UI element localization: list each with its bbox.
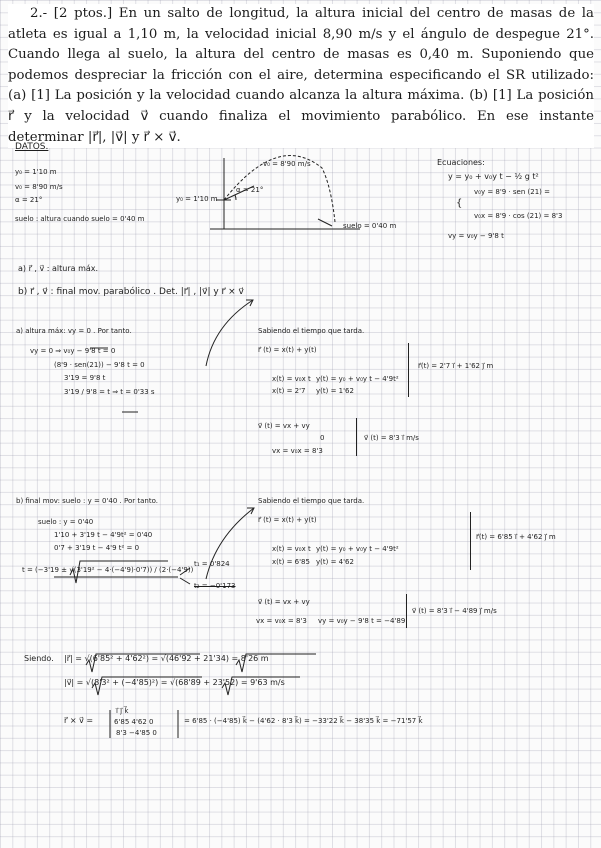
part-a-r4: x(t) = 2'7	[272, 387, 306, 395]
part-a-v-result: v⃗ (t) = 8'3 i⃗ m/s	[364, 434, 419, 442]
matrix-row-1: i⃗ j⃗ k⃗	[116, 707, 129, 715]
part-a-r1: r⃗ (t) = x(t) + y(t)	[258, 346, 317, 354]
part-b-line0: suelo : y = 0'40	[38, 518, 94, 526]
question-a: a) r⃗ , v⃗ : altura máx.	[18, 264, 99, 273]
part-b-v-result: v⃗ (t) = 8'3 i⃗ − 4'89 j⃗ m/s	[412, 607, 497, 615]
part-a-sabiendo: Sabiendo el tiempo que tarda.	[258, 327, 365, 335]
datos-y0: y₀ = 1'10 m	[15, 168, 57, 176]
part-a-v3: 0	[320, 434, 325, 442]
diagram-angle-label: α = 21°	[236, 186, 264, 194]
part-b-v2: vx = v₀x = 8'3	[256, 617, 307, 625]
matrix-row-3: 8'3 −4'85 0	[116, 729, 157, 737]
cross-product-left: r⃗ × v⃗ =	[64, 716, 94, 725]
diagram-suelo-label: suelo = 0'40 m	[343, 222, 397, 230]
ecuacion-v0y: v₀y = 8'9 · sen (21) =	[474, 188, 550, 196]
part-b-r5: y(t) = 4'62	[316, 558, 354, 566]
part-a-r-bracket	[406, 343, 409, 397]
part-a-r2: x(t) = v₀x t	[272, 375, 311, 383]
diagram-v0-label: v₀ = 8'90 m/s	[263, 160, 311, 168]
part-b-r3: y(t) = y₀ + v₀y t − 4'9t²	[316, 545, 399, 553]
part-b-r1: r⃗ (t) = x(t) + y(t)	[258, 516, 317, 524]
part-a-r-result: r⃗(t) = 2'7 i⃗ + 1'62 j⃗ m	[418, 362, 494, 370]
matrix-row-2: 6'85 4'62 0	[114, 718, 154, 726]
part-b-v1: v⃗ (t) = vx + vy	[258, 598, 310, 606]
part-b-v-bracket	[404, 594, 407, 628]
part-a-v-bracket	[354, 418, 357, 456]
datos-alpha: α = 21°	[15, 196, 43, 204]
part-a-v2: vx = v₀x = 8'3	[272, 447, 323, 455]
brace-symbol: {	[456, 198, 463, 209]
part-b-t2: t₂ = −0'173	[194, 582, 236, 590]
datos-v0: v₀ = 8'90 m/s	[15, 183, 63, 191]
datos-suelo: suelo : altura cuando suelo = 0'40 m	[15, 215, 145, 223]
part-a-r5: y(t) = 1'62	[316, 387, 354, 395]
problem-statement: 2.- [2 ptos.] En un salto de longitud, la altura inicial del centro de masas de la atleta es igual a 1,10 m, la velocidad inicial 8,90 m/s y el ángulo de despegue 21°. Cuando llega al suelo, la altura del centro de masas es 0,40 m. Suponiendo que podemos despreciar la fricción con el aire, determina especificando el SR utilizado: (a) [1] La posición y la velocidad cuando alcanza la altura máxima. (b) [1] La posición r⃗ y la velocidad v⃗ cuando finaliza el movimiento parabólico. En ese instante determinar |r⃗|, |v⃗| y r⃗ × v⃗.	[8, 4, 594, 148]
ecuacion-y: y = y₀ + v₀y t − ½ g t²	[448, 172, 539, 181]
ecuacion-vy: vy = v₀y − 9'8 t	[448, 232, 504, 240]
part-b-v3: vy = v₀y − 9'8 t = −4'89	[318, 617, 406, 625]
part-b-r-bracket	[468, 512, 471, 570]
part-b-r2: x(t) = v₀x t	[272, 545, 311, 553]
part-a-line3: 3'19 = 9'8 t	[64, 374, 106, 382]
part-b-t1: t₁ = 0'824	[194, 560, 230, 568]
part-b-r4: x(t) = 6'85	[272, 558, 310, 566]
part-a-line2: (8'9 · sen(21)) − 9'8 t = 0	[54, 361, 145, 369]
siendo-v-modulus: |v⃗| = √(8'3² + (−4'85)²) = √(68'89 + 23'52) = 9'63 m/s	[64, 678, 285, 687]
siendo-r-modulus: |r⃗| = √(6'85² + 4'62²) = √(46'92 + 21'34) = 8'26 m	[64, 654, 269, 663]
part-a-r3: y(t) = y₀ + v₀y t − 4'9t²	[316, 375, 399, 383]
part-b-line3: t = (−3'19 ± √(3'19² − 4·(−4'9)·0'7)) / (2·(−4'9))	[22, 566, 194, 574]
question-b: b) r⃗ , v⃗ : final mov. parabólico . Det. |r⃗| , |v⃗| y r⃗ × v⃗	[18, 287, 244, 297]
datos-title: DATOS.	[15, 142, 49, 152]
part-b-r-result: r⃗(t) = 6'85 i⃗ + 4'62 j⃗ m	[476, 533, 556, 541]
part-a-line1: vy = 0 ⇒ v₀y − 9'8 t = 0	[30, 347, 116, 355]
ecuacion-v0x: v₀x = 8'9 · cos (21) = 8'3	[474, 212, 563, 220]
part-b-line1: 1'10 + 3'19 t − 4'9t² = 0'40	[54, 531, 153, 539]
part-a-line4: 3'19 / 9'8 = t ⇒ t = 0'33 s	[64, 388, 155, 396]
siendo-label: Siendo.	[24, 654, 54, 663]
part-a-intro: a) altura máx: vy = 0 . Por tanto.	[16, 327, 132, 335]
ecuaciones-title: Ecuaciones:	[437, 158, 485, 167]
part-b-intro: b) final mov: suelo : y = 0'40 . Por tanto.	[16, 497, 158, 505]
cross-product-right: = 6'85 · (−4'85) k⃗ − (4'62 · 8'3 k⃗) = −33'22 k⃗ − 38'35 k⃗ = −71'57 k⃗	[184, 717, 423, 725]
diagram-y0-label: y₀ = 1'10 m	[176, 195, 218, 203]
part-b-line2: 0'7 + 3'19 t − 4'9 t² = 0	[54, 544, 140, 552]
part-a-v1: v⃗ (t) = vx + vy	[258, 422, 310, 430]
part-b-sabiendo: Sabiendo el tiempo que tarda.	[258, 497, 365, 505]
